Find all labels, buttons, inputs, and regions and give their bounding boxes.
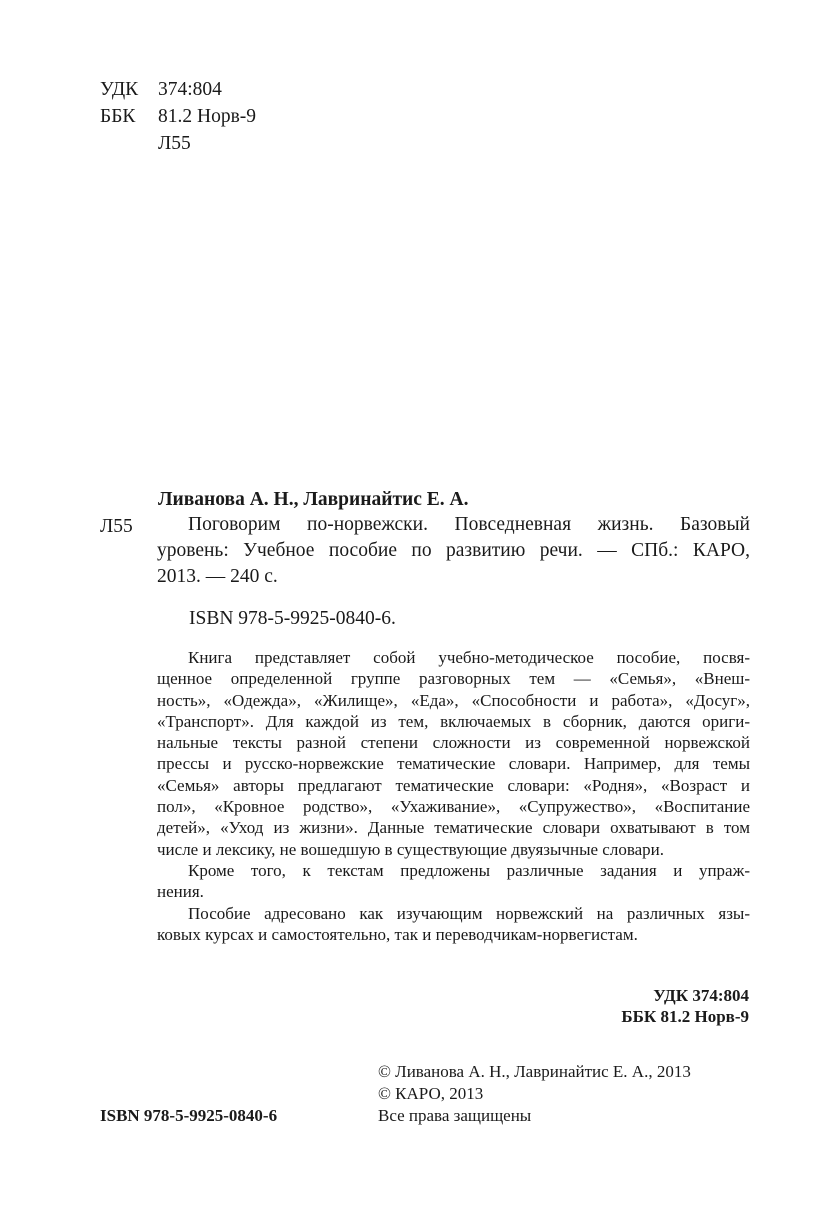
description-line: уровень: Учебное пособие по развитию речи. — СПб.: КАРО, [157,540,750,561]
footer-bbk: ББК 81.2 Норв-9 [621,1007,749,1026]
bbk-label: ББК [100,106,136,127]
abstract-line: нальные тексты разной степени сложности из современной норвежской [157,733,750,753]
abstract [157,647,750,945]
udk-value: 374:804 [158,79,222,100]
author-sign-card: Л55 [100,516,133,537]
authors: Ливанова А. Н., Лавринайтис Е. А. [158,489,469,510]
footer-isbn: ISBN 978-5-9925-0840-6 [100,1106,278,1125]
author-sign-top: Л55 [158,133,191,154]
abstract-line: нения. [157,882,204,902]
copyright-authors: © Ливанова А. Н., Лавринайтис Е. А., 2013 [378,1062,691,1081]
bbk-value: 81.2 Норв-9 [158,106,257,127]
description-line: 2013. — 240 с. [157,566,278,587]
abstract-line: Кроме того, к текстам предложены различные задания и упраж- [188,860,750,880]
rights-reserved: Все права защищены [378,1106,532,1125]
abstract-line: ность», «Одежда», «Жилище», «Еда», «Способности и работа», «Досуг», [157,690,750,710]
abstract-line: детей», «Уход из жизни». Данные тематические словари охватывают в том [157,818,750,838]
abstract-line: «Транспорт». Для каждой из тем, включаемых в сборник, даются ориги- [157,711,750,731]
description-line: Поговорим по-норвежски. Повседневная жизнь. Базовый [188,514,750,535]
isbn-card: ISBN 978-5-9925-0840-6. [189,608,396,629]
bibliographic-description [157,512,750,590]
abstract-line: прессы и русско-норвежские тематические словари. Например, для темы [157,754,750,774]
abstract-line: «Семья» авторы предлагают тематические словари: «Родня», «Возраст и [157,775,750,795]
footer-udk: УДК 374:804 [653,986,749,1005]
abstract-line: числе и лексику, не вошедшую в существующие двуязычные словари. [157,839,665,859]
copyright-publisher: © КАРО, 2013 [378,1084,484,1103]
abstract-line: ковых курсах и самостоятельно, так и переводчикам-норвегистам. [157,924,638,944]
abstract-line: Книга представляет собой учебно-методическое пособие, посвя- [188,648,750,667]
udk-label: УДК [100,79,139,100]
abstract-line: пол», «Кровное родство», «Ухаживание», «Супружество», «Воспитание [157,797,750,817]
abstract-line: Пособие адресовано как изучающим норвежский на различных язы- [188,903,750,923]
abstract-line: щенное определенной группе разговорных тем — «Семья», «Внеш- [157,669,750,689]
